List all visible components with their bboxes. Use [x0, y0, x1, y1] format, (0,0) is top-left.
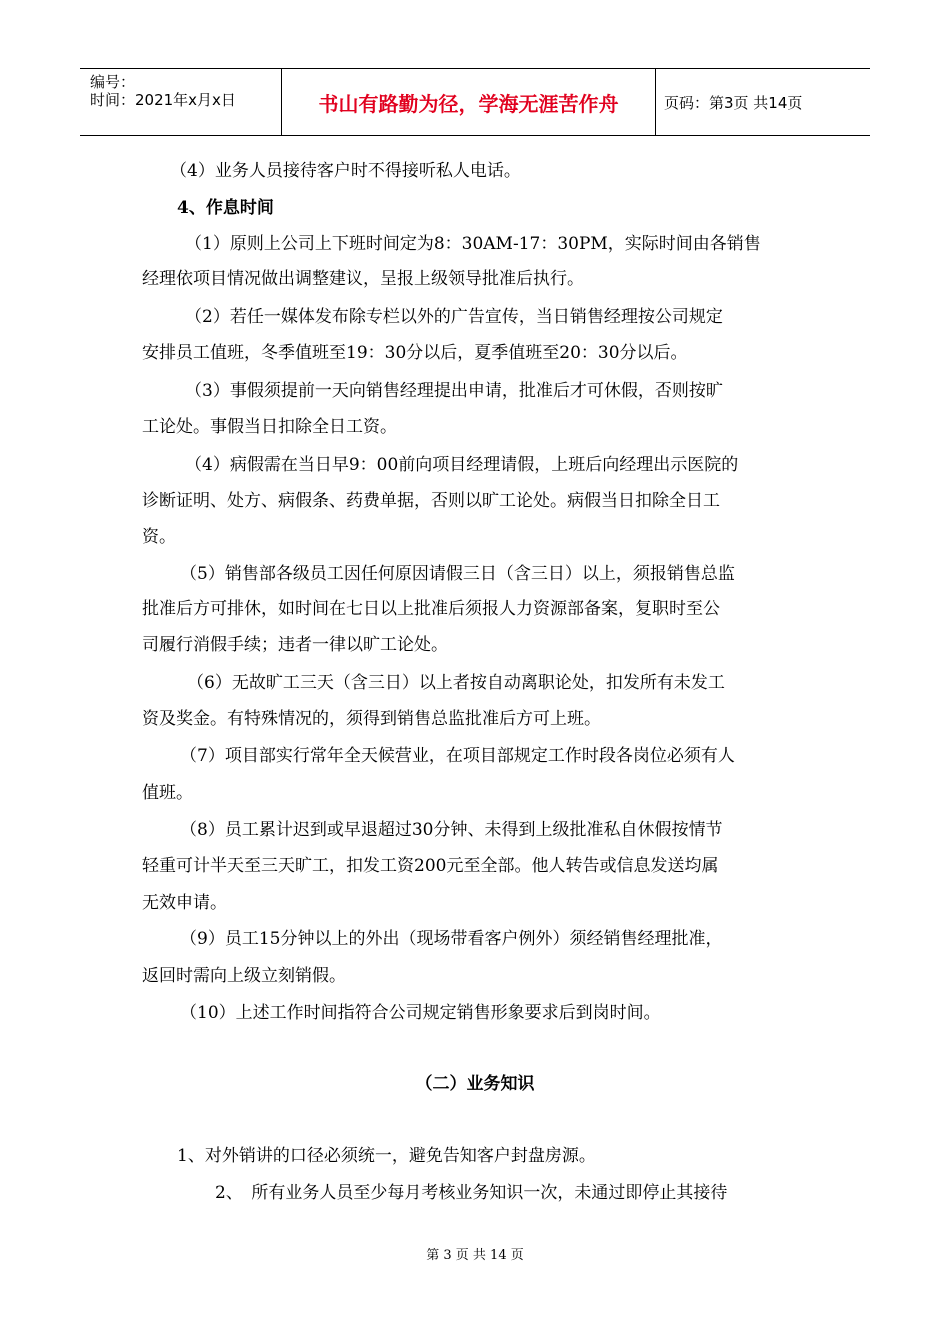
- body-line: （8）员工累计迟到或早退超过30分钟、未得到上级批准私自休假按情节: [180, 820, 723, 840]
- header-meta: [80, 69, 282, 135]
- body-line: 返回时需向上级立刻销假。: [142, 966, 346, 986]
- body-line: 无效申请。: [142, 893, 227, 913]
- page-header: [80, 68, 870, 136]
- body-line: 资。: [142, 527, 176, 547]
- body-line: （4）病假需在当日早9：00前向项目经理请假，上班后向经理出示医院的: [185, 455, 739, 475]
- body-line: （5）销售部各级员工因任何原因请假三日（含三日）以上，须报销售总监: [180, 564, 735, 584]
- body-line: （10）上述工作时间指符合公司规定销售形象要求后到岗时间。: [180, 1003, 661, 1023]
- body-line: （2）若任一媒体发布除专栏以外的广告宣传，当日销售经理按公司规定: [185, 307, 723, 327]
- body-line: 安排员工值班，冬季值班至19：30分以后，夏季值班至20：30分以后。: [142, 343, 688, 363]
- document-date: 时间：2021年x月x日: [90, 91, 236, 109]
- document-number-label: 编号：: [90, 73, 136, 91]
- body-line: 轻重可计半天至三天旷工，扣发工资200元至全部。他人转告或信息发送均属: [142, 856, 719, 876]
- body-line: 2、 所有业务人员至少每月考核业务知识一次，未通过即停止其接待: [215, 1183, 728, 1203]
- header-motto: 书山有路勤为径，学海无涯苦作舟: [282, 69, 656, 135]
- body-line: 资及奖金。有特殊情况的，须得到销售总监批准后方可上班。: [142, 709, 601, 729]
- body-line: 工论处。事假当日扣除全日工资。: [142, 417, 397, 437]
- body-line: 批准后方可排休，如时间在七日以上批准后须报人力资源部备案，复职时至公: [142, 599, 720, 619]
- body-line: 诊断证明、处方、病假条、药费单据，否则以旷工论处。病假当日扣除全日工: [142, 491, 720, 511]
- body-line: 值班。: [142, 783, 193, 803]
- section-heading: 4、作息时间: [177, 198, 274, 218]
- body-line: （6）无故旷工三天（含三日）以上者按自动离职论处，扣发所有未发工: [187, 673, 725, 693]
- body-line: （1）原则上公司上下班时间定为8：30AM-17：30PM，实际时间由各销售: [185, 234, 761, 254]
- body-line: 1、对外销讲的口径必须统一，避免告知客户封盘房源。: [177, 1146, 596, 1166]
- body-line: （4）业务人员接待客户时不得接听私人电话。: [170, 161, 521, 181]
- body-line: （9）员工15分钟以上的外出（现场带看客户例外）须经销售经理批准，: [180, 929, 723, 949]
- body-line: （7）项目部实行常年全天候营业，在项目部规定工作时段各岗位必须有人: [180, 746, 735, 766]
- body-line: （3）事假须提前一天向销售经理提出申请，批准后才可休假，否则按旷: [185, 381, 723, 401]
- body-line: 经理依项目情况做出调整建议，呈报上级领导批准后执行。: [142, 269, 584, 289]
- body-line: 司履行消假手续；违者一律以旷工论处。: [142, 635, 448, 655]
- header-page-info: 页码：第3页 共14页: [664, 93, 803, 112]
- section-title: （二）业务知识: [415, 1074, 535, 1094]
- page-footer: 第 3 页 共 14 页: [426, 1248, 524, 1263]
